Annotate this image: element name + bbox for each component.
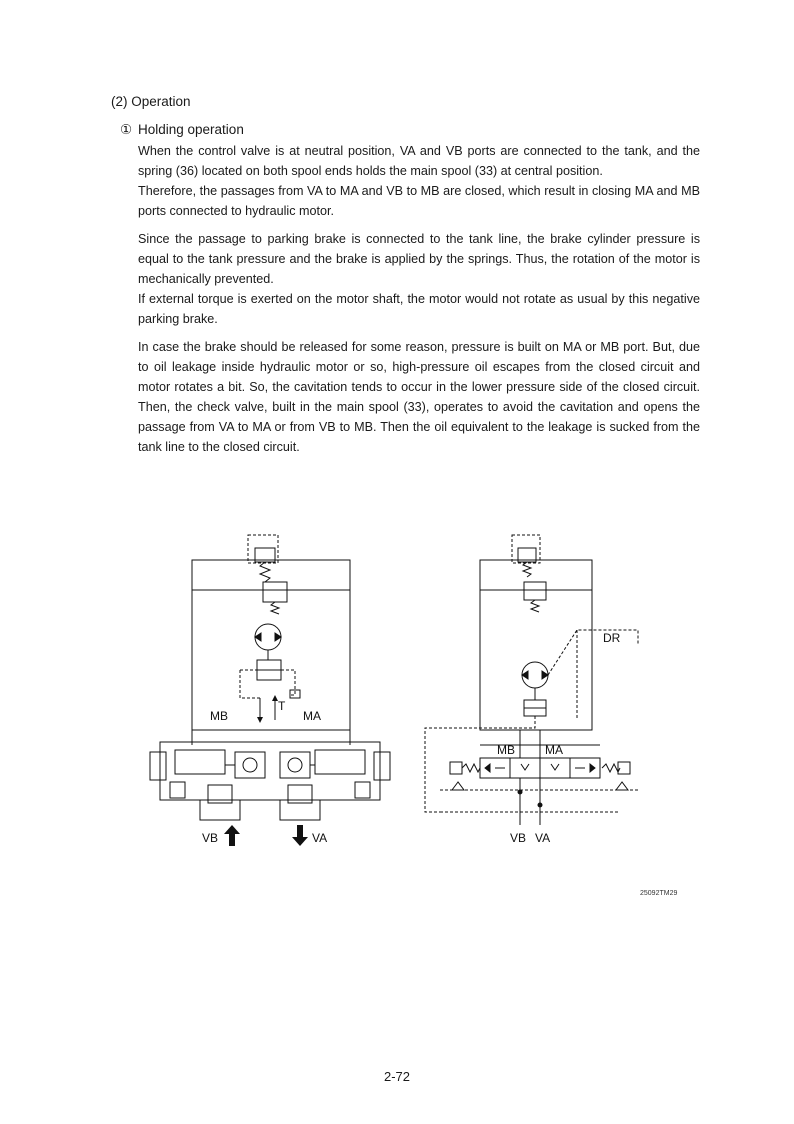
figure-code: 25092TM29 (640, 890, 678, 897)
section-title: (2) Operation (111, 94, 191, 109)
subsection-number: ① (120, 122, 133, 137)
subsection-title (120, 122, 244, 138)
right-ma-label: MA (545, 743, 563, 757)
page-number: 2-72 (383, 1069, 411, 1084)
paragraph-sentence: Therefore, the passages from VA to MA and VB to MB are closed, which result in closing MA and MB ports connected to hydraulic motor. (138, 184, 700, 218)
paragraph-holding-neutral (138, 141, 700, 221)
left-sectional-diagram (150, 535, 390, 820)
right-dr-label: DR (603, 631, 621, 645)
holding-operation-figure (140, 520, 660, 860)
paragraph-sentence: When the control valve is at neutral position, VA and VB ports are connected to the tank, and the spring (36) located on both spool ends holds the main spool (33) at central position. (138, 144, 700, 178)
paragraph-sentence: Since the passage to parking brake is connected to the tank line, the brake cylinder pressure is equal to the tank pressure and the brake is applied by the springs. Thus, the rotation of the motor is mechanically prevented. (138, 232, 700, 286)
left-t-label: T (278, 699, 286, 713)
left-ma-label: MA (303, 709, 321, 723)
subsection-title-text: Holding operation (138, 122, 244, 137)
left-va-label: VA (312, 831, 328, 845)
left-mb-label: MB (210, 709, 228, 723)
right-va-label: VA (535, 831, 551, 845)
left-vb-label: VB (202, 831, 219, 845)
paragraph-sentence: In case the brake should be released for some reason, pressure is built on MA or MB port. But, due to oil leakage inside hydraulic motor or so, high-pressure oil escapes from the closed circuit and motor rotates a bit. So, the cavitation tends to occur in the lower pressure side of the closed circuit. Then, the check valve, built in the main spool (33), operates to avoid the cavitation and opens the passage from VA to MA or from VB to MB. Then the oil equivalent to the leakage is sucked from the tank line to the closed circuit. (138, 340, 700, 454)
right-mb-label: MB (497, 743, 515, 757)
paragraph-cavitation (138, 337, 700, 457)
right-vb-label: VB (510, 831, 527, 845)
paragraph-parking-brake (138, 229, 700, 329)
paragraph-sentence: If external torque is exerted on the motor shaft, the motor would not rotate as usual by this negative parking brake. (138, 292, 700, 326)
va-arrow-down-icon (292, 825, 308, 846)
vb-arrow-up-icon (224, 825, 240, 846)
right-symbol-diagram (425, 535, 640, 825)
